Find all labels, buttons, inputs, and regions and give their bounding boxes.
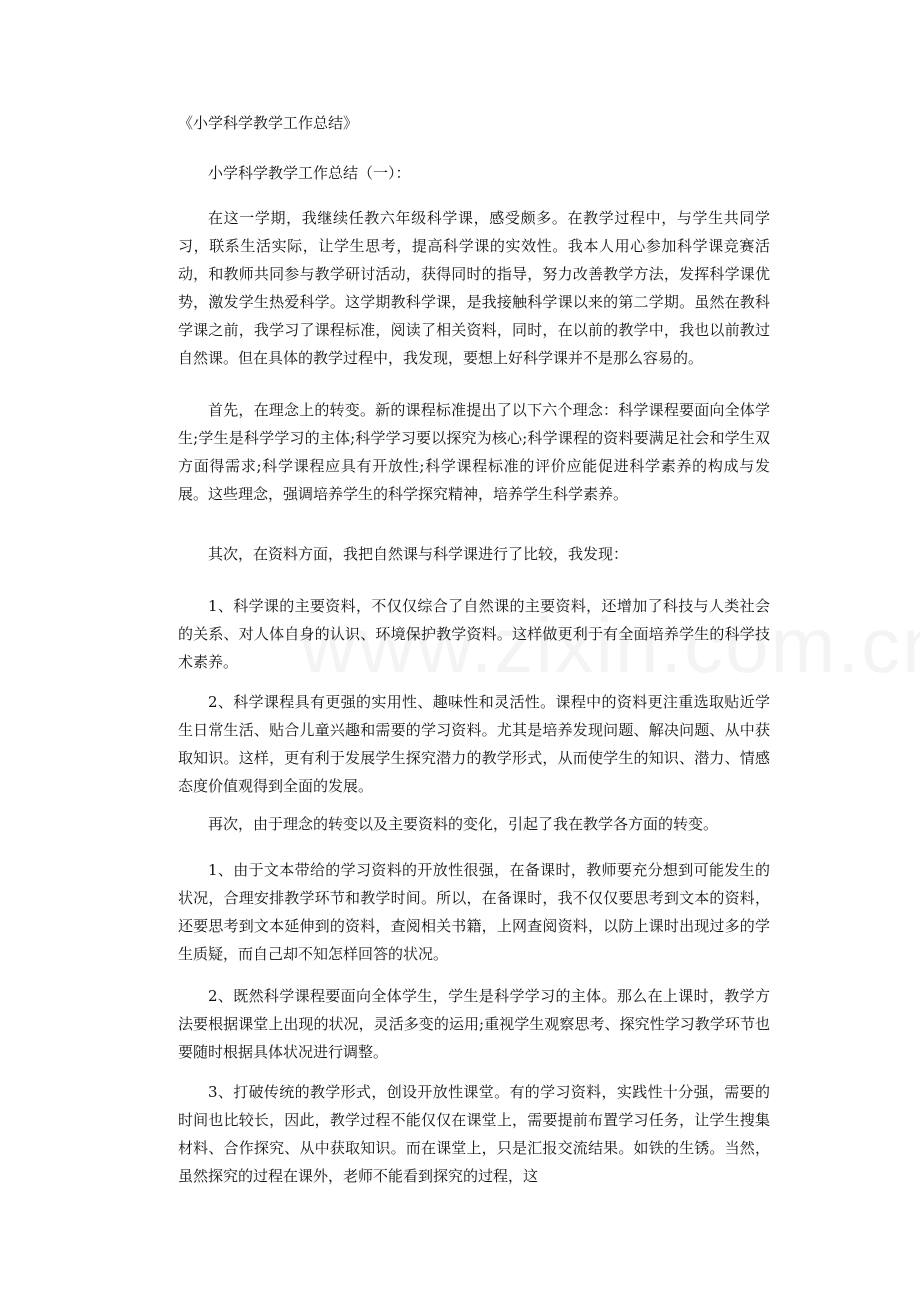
paragraph-intro: 在这一学期，我继续任教六年级科学课，感受颇多。在教学过程中，与学生共同学习，联系生活实际，让学生思考，提高科学课的实效性。我本人用心参加科学课竞赛活动，和教师共同参与教学研讨活动，获得同时的指导，努力改善教学方法，发挥科学课优势，激发学生热爱科学。这学期教科学课，是我接触科学课以来的第二学期。虽然在教科学课之前，我学习了课程标准，阅读了相关资料，同时，在以前的教学中，我也以前教过自然课。但在具体的教学过程中，我发现，要想上好科学课并不是那么容易的。 <box>178 209 770 367</box>
paragraph-content-point-2: 2、科学课程具有更强的实用性、趣味性和灵活性。课程中的资料更注重选取贴近学生日常生活、贴合儿童兴趣和需要的学习资料。尤其是培养发现问题、解决问题、从中获取知识。这样，更有利于发展学生探究潜力的教学形式，从而使学生的知识、潜力、情感态度价值观得到全面的发展。 <box>178 693 770 795</box>
paragraph-teaching-change: 再次，由于理念的转变以及主要资料的变化，引起了我在教学各方面的转变。 <box>208 815 719 833</box>
paragraph-content-compare: 其次，在资料方面，我把自然课与科学课进行了比较，我发现： <box>208 545 629 563</box>
paragraph-content-point-1: 1、科学课的主要资料，不仅仅综合了自然课的主要资料，还增加了科技与人类社会的关系、对人体自身的认识、环境保护教学资料。这样做更利于有全面培养学生的科学技术素养。 <box>178 597 770 671</box>
paragraph-concept: 首先，在理念上的转变。新的课程标准提出了以下六个理念：科学课程要面向全体学生;学生是科学学习的主体;科学学习要以探究为核心;科学课程的资料要满足社会和学生双方面得需求;科学课程应具有开放性;科学课程标准的评价应能促进科学素养的构成与发展。这些理念，强调培养学生的科学探究精神，培养学生科学素养。 <box>178 401 770 503</box>
paragraph-teaching-point-3: 3、打破传统的教学形式，创设开放性课堂。有的学习资料，实践性十分强，需要的时间也比较长，因此，教学过程不能仅仅在课堂上，需要提前布置学习任务，让学生搜集材料、合作探究、从中获取知识。而在课堂上，只是汇报交流结果。如铁的生锈。当然，虽然探究的过程在课外，老师不能看到探究的过程，这 <box>178 1083 770 1185</box>
paragraph-teaching-point-1: 1、由于文本带给的学习资料的开放性很强，在备课时，教师要充分想到可能发生的状况，合理安排教学环节和教学时间。所以，在备课时，我不仅仅要思考到文本的资料，还要思考到文本延伸到的资料，查阅相关书籍，上网查阅资料，以防上课时出现过多的学生质疑，而自己却不知怎样回答的状况。 <box>178 861 770 963</box>
document-title: 《小学科学教学工作总结》 <box>178 114 359 132</box>
document-subtitle: 小学科学教学工作总结（一）： <box>208 164 411 182</box>
paragraph-teaching-point-2: 2、既然科学课程要面向全体学生，学生是科学学习的主体。那么在上课时，教学方法要根据课堂上出现的状况，灵活多变的运用;重视学生观察思考、探究性学习教学环节也要随时根据具体状况进行调整。 <box>178 987 770 1061</box>
